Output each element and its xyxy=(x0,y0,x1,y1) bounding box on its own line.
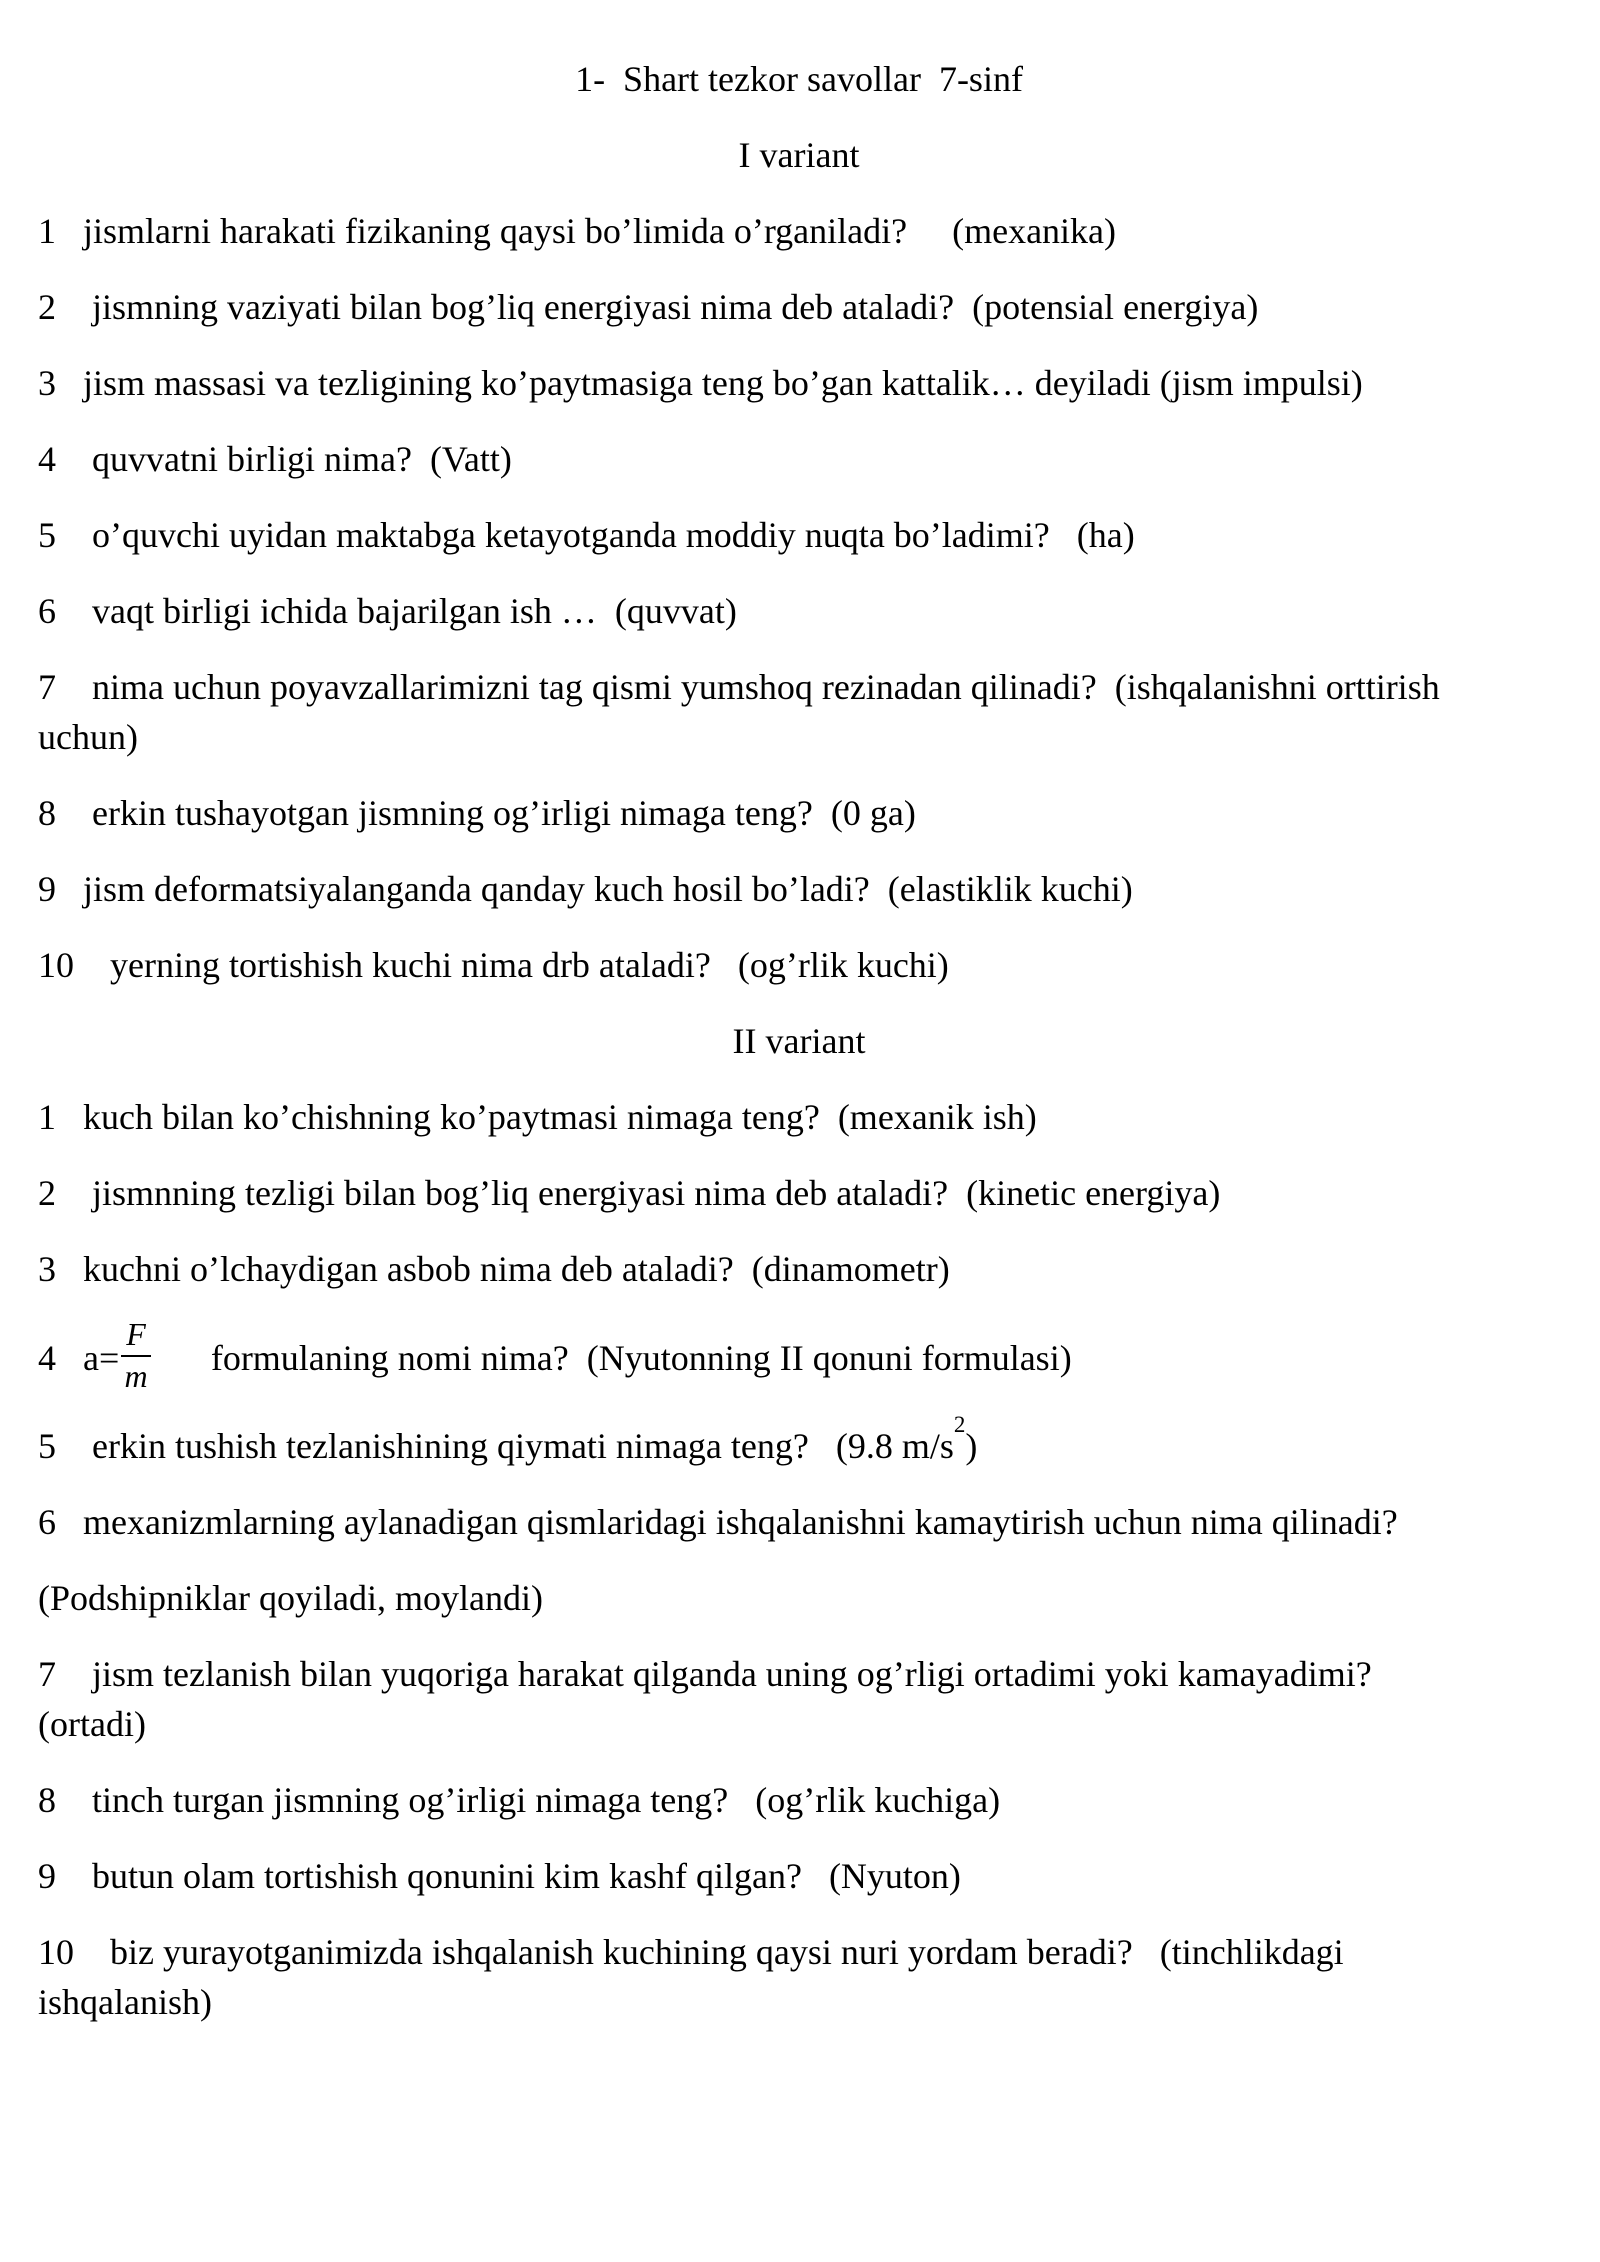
formula-prefix: 4 a= xyxy=(38,1337,120,1378)
question-line: 3 jism massasi va tezligining ko’paytmasiga teng bo’gan kattalik… deyiladi (jism impulsi) xyxy=(38,363,1363,403)
question-line: uchun) xyxy=(38,717,138,757)
variant-1-heading xyxy=(38,130,1560,180)
formula-suffix: formulaning nomi nima? (Nyutonning II qonuni formulasi) xyxy=(156,1337,1072,1378)
question-line: 8 erkin tushayotgan jismning og’irligi nimaga teng? (0 ga) xyxy=(38,793,916,833)
variant-1-question-10 xyxy=(38,940,1560,990)
document-title xyxy=(38,54,1560,104)
question-text: ) xyxy=(965,1426,978,1467)
question-line: 2 jismning vaziyati bilan bog’liq energiyasi nima deb ataladi? (potensial energiya) xyxy=(38,287,1259,327)
variant-1-question-1 xyxy=(38,206,1560,256)
variant-2-question-9 xyxy=(38,1851,1560,1901)
question-line: 9 jism deformatsiyalanganda qanday kuch hosil bo’ladi? (elastiklik kuchi) xyxy=(38,869,1133,909)
variant-2-question-8 xyxy=(38,1775,1560,1825)
question-line: 2 jismnning tezligi bilan bog’liq energiyasi nima deb ataladi? (kinetic energiya) xyxy=(38,1173,1221,1213)
variant-2-question-2 xyxy=(38,1168,1560,1218)
variant-1-question-2 xyxy=(38,282,1560,332)
question-line: 3 kuchni o’lchaydigan asbob nima deb ataladi? (dinamometr) xyxy=(38,1249,950,1289)
question-line: 5 o’quvchi uyidan maktabga ketayotganda moddiy nuqta bo’ladimi? (ha) xyxy=(38,515,1135,555)
variant-1-question-7 xyxy=(38,662,1560,762)
variant-1-question-3 xyxy=(38,358,1560,408)
variant-1-question-8 xyxy=(38,788,1560,838)
document-title-text: 1- Shart tezkor savollar 7-sinf xyxy=(575,59,1023,99)
variant-2-question-6 xyxy=(38,1497,1560,1547)
question-line: 4 quvvatni birligi nima? (Vatt) xyxy=(38,439,512,479)
question-line: 7 jism tezlanish bilan yuqoriga harakat qilganda uning og’rligi ortadimi yoki kamayadimi? xyxy=(38,1654,1372,1695)
variant-2-question-1 xyxy=(38,1092,1560,1142)
fraction-denominator: m xyxy=(124,1357,148,1394)
variant-2-question-3 xyxy=(38,1244,1560,1294)
question-line: 6 mexanizmlarning aylanadigan qismlaridagi ishqalanishni kamaytirish uchun nima qilinadi? xyxy=(38,1502,1398,1543)
question-line: 1 jismlarni harakati fizikaning qaysi bo’limida o’rganiladi? (mexanika) xyxy=(38,211,1117,251)
variant-1-question-9 xyxy=(38,864,1560,914)
question-line: (Podshipniklar qoyiladi, moylandi) xyxy=(38,1578,543,1619)
question-line: ishqalanish) xyxy=(38,1982,212,2023)
variant-2-heading xyxy=(38,1016,1560,1066)
fraction-numerator: F xyxy=(121,1318,151,1357)
question-line: 1 kuch bilan ko’chishning ko’paytmasi nimaga teng? (mexanik ish) xyxy=(38,1097,1037,1137)
variant-2-question-4 xyxy=(38,1316,1560,1395)
question-line: 9 butun olam tortishish qonunini kim kashf qilgan? (Nyuton) xyxy=(38,1856,961,1897)
question-line: 8 tinch turgan jismning og’irligi nimaga teng? (og’rlik kuchiga) xyxy=(38,1780,1001,1821)
variant-2-question-5 xyxy=(38,1412,1560,1471)
superscript-exponent: 2 xyxy=(953,1412,966,1438)
question-line: (ortadi) xyxy=(38,1704,146,1745)
question-line: 10 yerning tortishish kuchi nima drb ataladi? (og’rlik kuchi) xyxy=(38,945,949,985)
variant-1-question-6 xyxy=(38,586,1560,636)
question-line: 7 nima uchun poyavzallarimizni tag qismi yumshoq rezinadan qilinadi? (ishqalanishni orttirish xyxy=(38,667,1440,707)
variant-2-question-6-answer xyxy=(38,1573,1560,1623)
variant-1-question-4 xyxy=(38,434,1560,484)
fraction-F-over-m xyxy=(121,1318,151,1393)
variant-2-question-7 xyxy=(38,1649,1560,1749)
question-line xyxy=(38,1412,1560,1471)
question-line: 10 biz yurayotganimizda ishqalanish kuchining qaysi nuri yordam beradi? (tinchlikdagi xyxy=(38,1932,1344,1973)
variant-1-question-5 xyxy=(38,510,1560,560)
variant-1-heading-text: I variant xyxy=(738,135,860,175)
variant-2-heading-text: II variant xyxy=(732,1021,866,1061)
question-text: 5 erkin tushish tezlanishining qiymati nimaga teng? (9.8 m/s xyxy=(38,1426,954,1467)
variant-2-question-10 xyxy=(38,1927,1560,2027)
question-line: 6 vaqt birligi ichida bajarilgan ish … (quvvat) xyxy=(38,591,737,631)
